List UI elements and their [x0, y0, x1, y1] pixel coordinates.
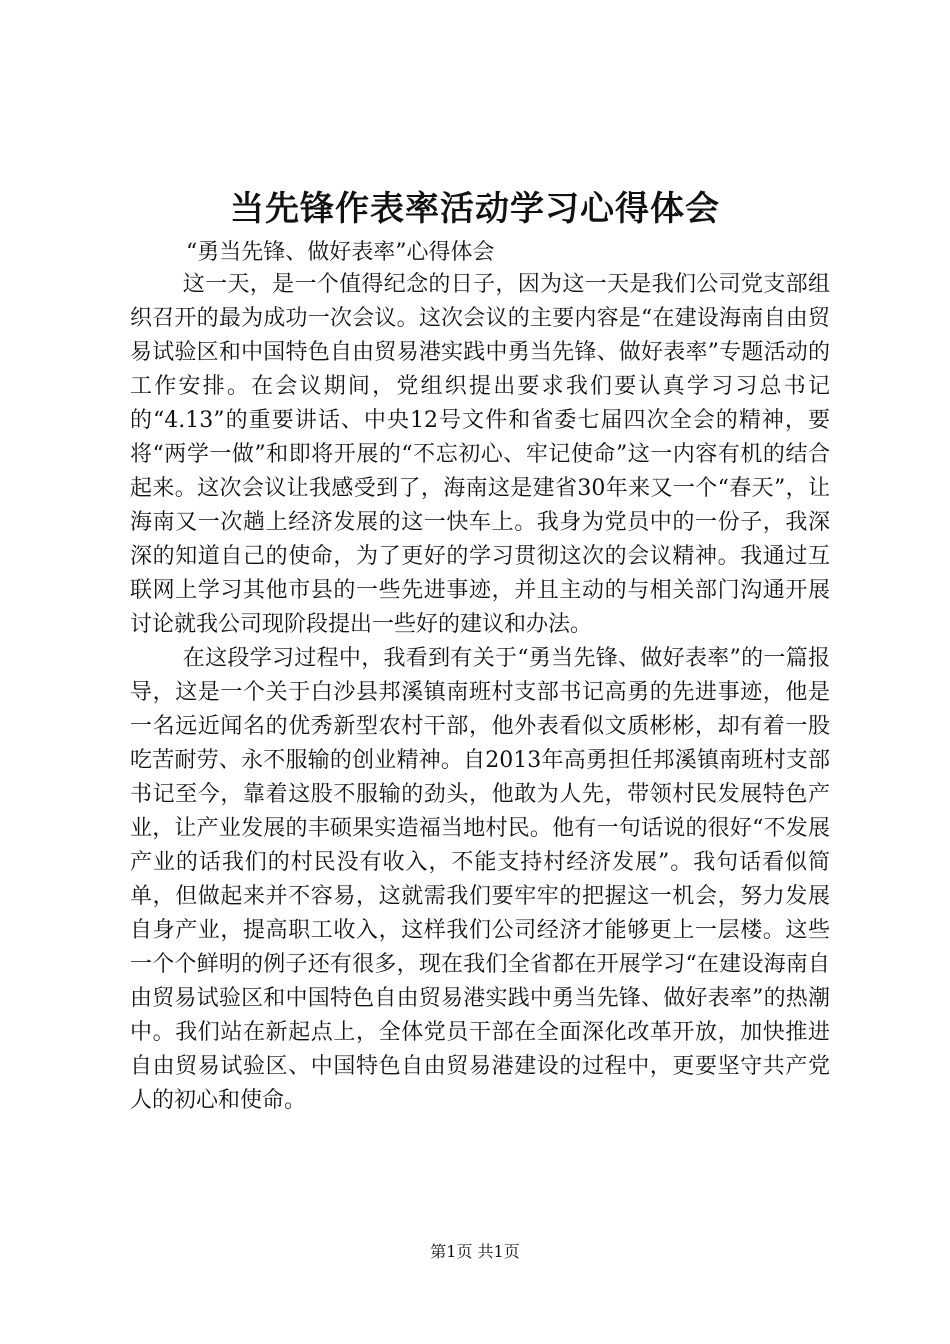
document-subtitle: “勇当先锋、做好表率”心得体会	[186, 240, 495, 265]
body-paragraph: 在这段学习过程中，我看到有关于“勇当先锋、做好表率”的一篇报导，这是一个关于白沙县邦溪镇南班村支部书记高勇的先进事迹，他是一名远近闻名的优秀新型农村干部，他外表看似文质彬彬，却有着一股吃苦耐劳、永不服输的创业精神。自2013年高勇担任邦溪镇南班村支部书记至今，靠着这股不服输的劲头，他敢为人先，带领村民发展特色产业，让产业发展的丰硕果实造福当地村民。他有一句话说的很好“不发展产业的话我们的村民没有收入，不能支持村经济发展”。我句话看似简单，但做起来并不容易，这就需我们要牢牢的把握这一机会，努力发展自身产业，提高职工收入，这样我们公司经济才能够更上一层楼。这些一个个鲜明的例子还有很多，现在我们全省都在开展学习“在建设海南自由贸易试验区和中国特色自由贸易港实践中勇当先锋、做好表率”的热潮中。我们站在新起点上，全体党员干部在全面深化改革开放，加快推进自由贸易试验区、中国特色自由贸易港建设的过程中，更要坚守共产党人的初心和使命。	[130, 646, 830, 1113]
document-body	[130, 268, 830, 1118]
page-footer: 第1页 共1页	[430, 1242, 520, 1261]
document-title: 当先锋作表率活动学习心得体会	[230, 189, 720, 229]
body-paragraph: 这一天，是一个值得纪念的日子，因为这一天是我们公司党支部组织召开的最为成功一次会议。这次会议的主要内容是“在建设海南自由贸易试验区和中国特色自由贸易港实践中勇当先锋、做好表率”专题活动的工作安排。在会议期间，党组织提出要求我们要认真学习习总书记的“4.13”的重要讲话、中央12号文件和省委七届四次全会的精神，要将“两学一做”和即将开展的“不忘初心、牢记使命”这一内容有机的结合起来。这次会议让我感受到了，海南这是建省30年来又一个“春天”，让海南又一次趟上经济发展的这一快车上。我身为党员中的一份子，我深深的知道自己的使命，为了更好的学习贯彻这次的会议精神。我通过互联网上学习其他市县的一些先进事迹，并且主动的与相关部门沟通开展讨论就我公司现阶段提出一些好的建议和办法。	[130, 272, 830, 637]
